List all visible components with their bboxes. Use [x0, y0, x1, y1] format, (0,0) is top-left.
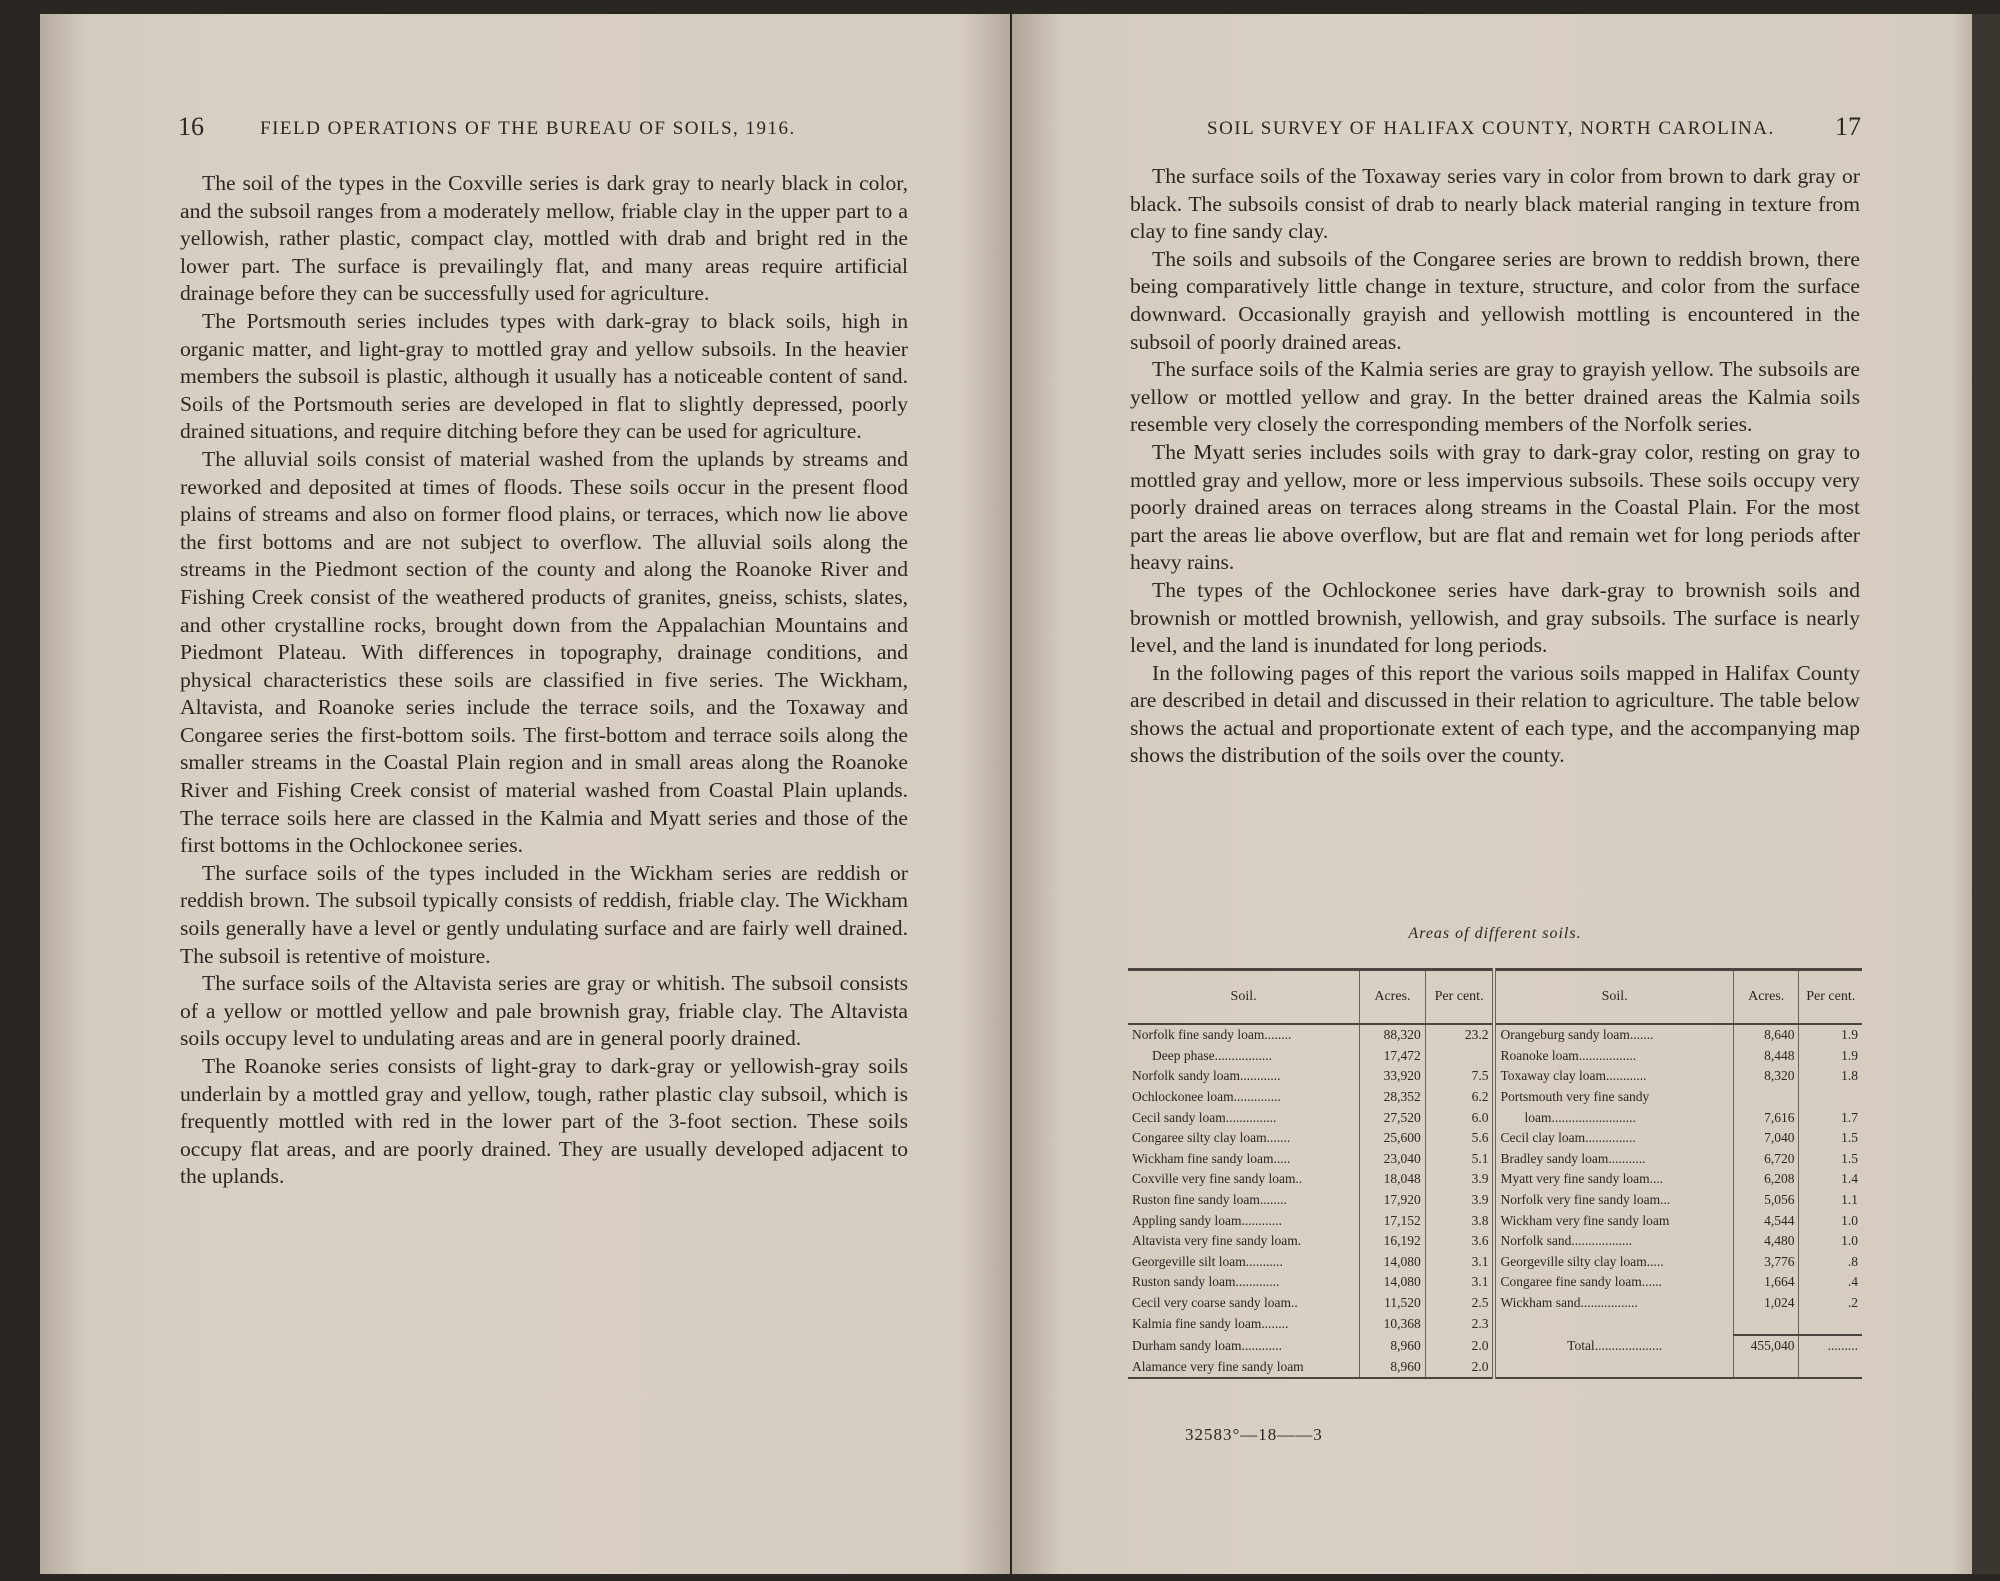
header-acres: Acres. [1360, 970, 1426, 1025]
acres: 18,048 [1360, 1169, 1426, 1190]
percent: .4 [1799, 1272, 1862, 1293]
percent: 1.9 [1799, 1024, 1862, 1046]
soil-name: Total.................... [1494, 1335, 1733, 1357]
soil-name: Ruston sandy loam............. [1132, 1274, 1280, 1290]
acres [1733, 1087, 1799, 1108]
soil-name: loam......................... [1494, 1107, 1733, 1128]
acres: 1,664 [1733, 1272, 1799, 1293]
acres: 10,368 [1360, 1313, 1426, 1335]
acres: 4,544 [1733, 1210, 1799, 1231]
percent [1799, 1087, 1862, 1108]
table-row [1128, 1087, 1862, 1108]
printer-signature: 32583°—18——3 [1185, 1425, 1323, 1444]
acres: 11,520 [1360, 1293, 1426, 1314]
soil-name: Norfolk very fine sandy loam... [1494, 1190, 1733, 1211]
acres: 17,920 [1360, 1190, 1426, 1211]
soil-name: Ruston fine sandy loam........ [1132, 1192, 1287, 1208]
acres [1733, 1357, 1799, 1379]
soil-name: Cecil very coarse sandy loam.. [1132, 1295, 1298, 1311]
soil-name: Wickham sand................. [1494, 1293, 1733, 1314]
soil-name: Altavista very fine sandy loam. [1132, 1233, 1302, 1249]
percent: 7.5 [1425, 1066, 1494, 1087]
soil-name: Portsmouth very fine sandy [1494, 1087, 1733, 1108]
table-row [1128, 1128, 1862, 1149]
percent: .8 [1799, 1252, 1862, 1273]
acres: 8,448 [1733, 1046, 1799, 1067]
paragraph: The alluvial soils consist of material washed from the uplands by streams and reworked and deposited at times of floods. These soils occur in the present flood plains of streams and also on former flood plains, or terraces, which now lie above the first bottoms and are not subject to overflow. The alluvial soils along the streams in the Piedmont section of the county and along the Roanoke River and Fishing Creek consist of the weathered products of granites, gneiss, schists, slates, and other crystalline rocks, brought down from the Appalachian Mountains and Piedmont Plateau. With differences in topography, drainage conditions, and physical characteristics these soils are classified in five series. The Wickham, Altavista, and Roanoke series include the terrace soils, and the Toxaway and Congaree series the first-bottom soils. The first-bottom and terrace soils along the smaller streams in the Coastal Plain region and in small areas along the Roanoke River and Fishing Creek consist of material washed from Coastal Plain uplands. The terrace soils here are classed in the Kalmia and Myatt series and those of the first bottoms in the Ochlockonee series. [180, 446, 908, 858]
header-acres: Acres. [1733, 970, 1799, 1025]
table-row [1128, 1066, 1862, 1087]
acres: 7,616 [1733, 1107, 1799, 1128]
soil-name: Norfolk fine sandy loam........ [1132, 1027, 1292, 1043]
acres [1733, 1313, 1799, 1335]
running-head-left: FIELD OPERATIONS OF THE BUREAU OF SOILS, 1916. [260, 118, 796, 139]
soil-name: Ochlockonee loam.............. [1132, 1089, 1281, 1105]
percent: 3.8 [1425, 1210, 1494, 1231]
acres: 14,080 [1360, 1272, 1426, 1293]
acres: 28,352 [1360, 1087, 1426, 1108]
percent: 2.5 [1425, 1293, 1494, 1314]
acres: 33,920 [1360, 1066, 1426, 1087]
table-row [1128, 1149, 1862, 1170]
acres: 1,024 [1733, 1293, 1799, 1314]
acres: 8,640 [1733, 1024, 1799, 1046]
acres: 455,040 [1733, 1335, 1799, 1357]
page-number-right: 17 [1835, 112, 1861, 141]
percent: 6.0 [1425, 1107, 1494, 1128]
acres: 7,040 [1733, 1128, 1799, 1149]
table-row [1128, 1169, 1862, 1190]
acres: 3,776 [1733, 1252, 1799, 1273]
soil-name: Coxville very fine sandy loam.. [1132, 1171, 1303, 1187]
acres: 25,600 [1360, 1128, 1426, 1149]
left-text-column [180, 170, 908, 1191]
acres: 8,320 [1733, 1066, 1799, 1087]
percent: 23.2 [1425, 1024, 1494, 1046]
soil-name: Roanoke loam................. [1494, 1046, 1733, 1067]
header-percent: Per cent. [1425, 970, 1494, 1025]
soil-name: Wickham fine sandy loam..... [1132, 1150, 1291, 1166]
percent: 1.1 [1799, 1190, 1862, 1211]
table-row [1128, 1335, 1862, 1357]
percent [1425, 1046, 1494, 1067]
percent: 2.0 [1425, 1357, 1494, 1379]
table-row [1128, 1024, 1862, 1046]
table-row [1128, 1190, 1862, 1211]
percent: 3.6 [1425, 1231, 1494, 1252]
table-row [1128, 1046, 1862, 1067]
percent: 3.9 [1425, 1190, 1494, 1211]
soil-areas-table [1128, 968, 1862, 1379]
book-edge [1972, 14, 2000, 1574]
table-row [1128, 1272, 1862, 1293]
percent: 6.2 [1425, 1087, 1494, 1108]
soil-name [1494, 1313, 1733, 1335]
percent: 1.9 [1799, 1046, 1862, 1067]
soil-name: Bradley sandy loam........... [1494, 1149, 1733, 1170]
soil-name [1494, 1357, 1733, 1379]
soil-name: Deep phase................. [1152, 1047, 1272, 1063]
paragraph: In the following pages of this report the various soils mapped in Halifax County are described in detail and discussed in their relation to agriculture. The table below shows the actual and proportionate extent of each type, and the accompanying map shows the distribution of the soils over the county. [1130, 660, 1860, 768]
soil-name: Kalmia fine sandy loam........ [1132, 1316, 1289, 1332]
soil-name: Cecil clay loam............... [1494, 1128, 1733, 1149]
soil-name: Alamance very fine sandy loam [1132, 1358, 1304, 1374]
acres: 6,208 [1733, 1169, 1799, 1190]
percent: .2 [1799, 1293, 1862, 1314]
acres: 88,320 [1360, 1024, 1426, 1046]
acres: 16,192 [1360, 1231, 1426, 1252]
soil-name: Toxaway clay loam............ [1494, 1066, 1733, 1087]
table-row [1128, 1357, 1862, 1379]
running-head-right: SOIL SURVEY OF HALIFAX COUNTY, NORTH CAROLINA. [1207, 118, 1775, 139]
acres: 8,960 [1360, 1357, 1426, 1379]
percent [1799, 1313, 1862, 1335]
soil-name: Congaree fine sandy loam...... [1494, 1272, 1733, 1293]
right-text-column [1130, 163, 1860, 770]
soil-name: Georgeville silty clay loam..... [1494, 1252, 1733, 1273]
percent: 3.1 [1425, 1272, 1494, 1293]
acres: 8,960 [1360, 1335, 1426, 1357]
percent: 1.5 [1799, 1149, 1862, 1170]
percent: 1.7 [1799, 1107, 1862, 1128]
page-number-left: 16 [178, 112, 204, 141]
soil-name: Georgeville silt loam........... [1132, 1253, 1283, 1269]
paragraph: The Roanoke series consists of light-gray to dark-gray or yellowish-gray soils underlain by a mottled gray and yellow, tough, rather plastic clay subsoil, which is frequently mottled with red in the lower part of the 3-foot section. These soils occupy flat areas, and are poorly drained. They are usually developed adjacent to the uplands. [180, 1054, 908, 1189]
paragraph: The Myatt series includes soils with gray to dark-gray color, resting on gray to mottled gray and yellow, more or less impervious subsoils. These soils occupy very poorly drained areas on terraces along streams in the Coastal Plain. For the most part the areas lie above overflow, but are flat and remain wet for long periods after heavy rains. [1130, 439, 1860, 575]
table-caption: Areas of different soils. [1408, 925, 1582, 942]
acres: 23,040 [1360, 1149, 1426, 1170]
paragraph: The surface soils of the Kalmia series are gray to grayish yellow. The subsoils are yellow or mottled yellow and gray. In the better drained areas the Kalmia soils resemble very closely the corresponding members of the Norfolk series. [1130, 357, 1860, 437]
table-row [1128, 1252, 1862, 1273]
soil-name: Cecil sandy loam............... [1132, 1109, 1277, 1125]
paragraph: The surface soils of the types included in the Wickham series are reddish or reddish brown. The subsoil typically consists of reddish, friable clay. The Wickham soils generally have a level or gently undulating surface and are fairly well drained. The subsoil is retentive of moisture. [180, 860, 908, 968]
paragraph: The surface soils of the Altavista series are gray or whitish. The subsoil consists of a yellow or mottled yellow and pale brownish gray, friable clay. The Altavista soils occupy level to undulating areas and are in general poorly drained. [180, 971, 908, 1051]
paragraph: The Portsmouth series includes types with dark-gray to black soils, high in organic matter, and light-gray to mottled gray and yellow subsoils. In the heavier members the subsoil is plastic, although it usually has a noticeable content of sand. Soils of the Portsmouth series are developed in flat to slightly depressed, poorly drained situations, and require ditching before they can be used for agriculture. [180, 308, 908, 444]
percent: 1.8 [1799, 1066, 1862, 1087]
table-row [1128, 1293, 1862, 1314]
acres: 14,080 [1360, 1252, 1426, 1273]
acres: 4,480 [1733, 1231, 1799, 1252]
percent: 1.0 [1799, 1231, 1862, 1252]
percent [1799, 1357, 1862, 1379]
paragraph: The types of the Ochlockonee series have dark-gray to brownish soils and brownish or mottled brownish, yellowish, and gray subsoils. The surface is nearly level, and the land is inundated for long periods. [1130, 577, 1860, 658]
header-percent: Per cent. [1799, 970, 1862, 1025]
soil-name: Norfolk sand.................. [1494, 1231, 1733, 1252]
table-row [1128, 1231, 1862, 1252]
acres: 5,056 [1733, 1190, 1799, 1211]
soil-name: Appling sandy loam............ [1132, 1212, 1282, 1228]
percent: 3.1 [1425, 1252, 1494, 1273]
percent: 3.9 [1425, 1169, 1494, 1190]
percent: ......... [1799, 1335, 1862, 1357]
percent: 2.0 [1425, 1335, 1494, 1357]
soil-name: Orangeburg sandy loam....... [1494, 1024, 1733, 1046]
paragraph: The soils and subsoils of the Congaree series are brown to reddish brown, there being comparatively little change in texture, structure, and color from the surface downward. Occasionally grayish and yellowish mottling is encountered in the subsoil of poorly drained areas. [1130, 246, 1860, 354]
percent: 5.1 [1425, 1149, 1494, 1170]
percent: 1.0 [1799, 1210, 1862, 1231]
acres: 17,152 [1360, 1210, 1426, 1231]
percent: 5.6 [1425, 1128, 1494, 1149]
soil-name: Durham sandy loam............ [1132, 1337, 1282, 1353]
soil-name: Wickham very fine sandy loam [1494, 1210, 1733, 1231]
acres: 27,520 [1360, 1107, 1426, 1128]
header-soil: Soil. [1128, 970, 1360, 1025]
table-row [1128, 1210, 1862, 1231]
header-soil: Soil. [1494, 970, 1733, 1025]
percent: 1.5 [1799, 1128, 1862, 1149]
acres: 17,472 [1360, 1046, 1426, 1067]
paragraph: The surface soils of the Toxaway series vary in color from brown to dark gray or black. The subsoils consist of drab to nearly black material ranging in texture from clay to fine sandy clay. [1130, 164, 1860, 244]
soil-name: Myatt very fine sandy loam.... [1494, 1169, 1733, 1190]
table-row [1128, 1107, 1862, 1128]
soil-name: Norfolk sandy loam............ [1132, 1068, 1281, 1084]
percent: 2.3 [1425, 1313, 1494, 1335]
percent: 1.4 [1799, 1169, 1862, 1190]
soil-name: Congaree silty clay loam....... [1132, 1130, 1291, 1146]
acres: 6,720 [1733, 1149, 1799, 1170]
table-row [1128, 1313, 1862, 1335]
paragraph: The soil of the types in the Coxville series is dark gray to nearly black in color, and the subsoil ranges from a moderately mellow, friable clay in the upper part to a yellowish, rather plastic, compact clay, mottled with drab and bright red in the lower part. The surface is prevailingly flat, and many areas require artificial drainage before they can be successfully used for agriculture. [180, 171, 908, 306]
